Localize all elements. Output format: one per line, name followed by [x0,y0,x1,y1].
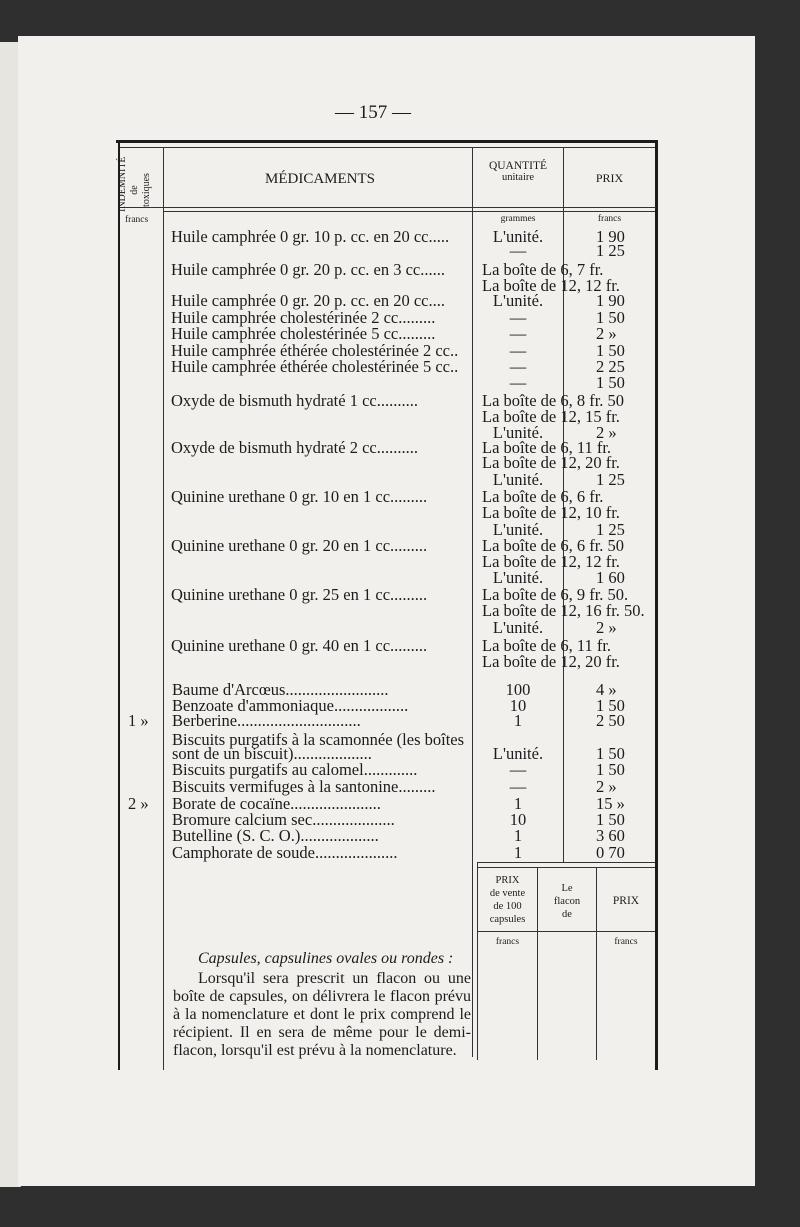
row-price: 1 90 [596,291,625,310]
row-name: Quinine urethane 0 gr. 20 en 1 cc......... [171,536,428,555]
row-name: Huile camphrée cholestérinée 2 cc......... [171,308,436,327]
row-name: Butelline (S. C. O.)................... [172,826,379,845]
row-name: Borate de cocaïne...................... [172,794,381,813]
row-price: 3 60 [596,826,625,845]
col-divider-indem [163,147,164,1070]
row-name: Huile camphrée cholestérinée 5 cc......... [171,324,436,343]
capsule-header-prix-vente: PRIX de vente de 100 capsules [489,875,526,925]
capsule-header-flacon: Le flacon de [553,883,581,920]
row-price: 4 » [596,680,617,699]
row-quantity: 10 [509,696,527,715]
row-name: Quinine urethane 0 gr. 40 en 1 cc......... [171,636,428,655]
row-quantity: La boîte de 6, 11 fr. [482,438,612,457]
unit-indemnite: francs [125,215,149,225]
capsules-heading: Capsules, capsulines ovales ou rondes : [198,950,454,967]
row-quantity: La boîte de 6, 6 fr. [482,487,604,506]
row-quantity: L'unité. [492,744,544,763]
row-price: 2 » [596,777,617,796]
row-price: 15 » [596,794,625,813]
header-prix: PRIX [595,171,624,185]
row-quantity: 1 [513,843,523,862]
row-quantity: L'unité. [492,520,544,539]
capsule-unit-francs-2: francs [614,937,638,947]
row-price: 1 50 [596,760,625,779]
header-indemnite: INDEMNITÉ de toxiques [117,156,152,212]
row-name: Biscuits purgatifs au calomel............. [172,760,418,779]
row-price: 1 50 [596,810,625,829]
row-price: 1 50 [596,373,625,392]
row-price: 2 » [596,618,617,637]
row-quantity: L'unité. [492,227,544,246]
row-quantity: La boîte de 6, 8 fr. 50 [482,391,625,410]
row-quantity: L'unité. [492,568,544,587]
row-quantity: — [509,308,527,327]
row-quantity: La boîte de 6, 6 fr. 50 [482,536,625,555]
row-price: 1 90 [596,227,625,246]
row-quantity: L'unité. [492,291,544,310]
row-quantity: La boîte de 6, 7 fr. [482,260,604,279]
row-quantity: L'unité. [492,618,544,637]
row-quantity: La boîte de 12, 12 fr. [482,276,620,295]
row-name: Berberine.............................. [172,711,361,730]
row-name: Quinine urethane 0 gr. 25 en 1 cc......... [171,585,428,604]
row-quantity: — [509,241,527,260]
unit-prix: francs [597,214,622,224]
row-name: Baume d'Arcœus......................... [172,680,389,699]
row-quantity: — [509,341,527,360]
capsules-paragraph: Lorsqu'il sera prescrit un flacon ou une boîte de capsules, on délivrera le flacon prévu à la nomenclature et dont le prix comprend le récipient. Il en sera de même pour le demi-flacon, lorsqu'il est prévu à la nomenclature. [173,970,471,1059]
row-name: Bromure calcium sec.................... [172,810,395,829]
row-price: 1 50 [596,308,625,327]
row-quantity: L'unité. [492,470,544,489]
row-price: 0 70 [596,843,625,862]
row-quantity: 1 [513,826,523,845]
capsule-header-prix: PRIX [612,895,640,907]
header-rule [120,207,656,208]
row-indemnite: 2 » [128,794,149,813]
header-quantite: QUANTITÉ unitaire [488,160,548,183]
row-quantity: La boîte de 12, 12 fr. [482,552,620,571]
row-quantity: 100 [505,680,531,699]
capsule-table-top-rule-2 [477,867,655,868]
row-quantity: — [509,324,527,343]
row-quantity: La boîte de 12, 20 fr. [482,652,620,671]
row-price: 1 25 [596,470,625,489]
row-quantity: — [509,373,527,392]
row-name: Benzoate d'ammoniaque.................. [172,696,409,715]
row-name: Biscuits purgatifs à la scamonnée (les boîtes [172,730,465,749]
row-name: Camphorate de soude.................... [172,843,398,862]
capsule-header-rule [478,931,655,932]
row-quantity: La boîte de 12, 10 fr. [482,503,620,522]
row-quantity: — [509,357,527,376]
header-medicaments: MÉDICAMENTS [265,171,376,187]
table-right-rule [655,140,658,1070]
table-left-rule [118,140,120,1070]
table-top-rule [116,140,658,143]
unit-quantite: grammes [500,214,536,224]
capsule-unit-francs-1: francs [495,937,520,947]
row-quantity: — [509,760,527,779]
row-price: 1 50 [596,341,625,360]
row-price: 1 25 [596,520,625,539]
col-divider-medic [472,147,473,1057]
row-name: Oxyde de bismuth hydraté 1 cc.......... [171,391,418,410]
header-rule-2 [163,211,655,212]
row-name: Quinine urethane 0 gr. 10 en 1 cc......... [171,487,428,506]
row-indemnite: 1 » [128,711,149,730]
row-quantity: La boîte de 12, 16 fr. 50. [482,601,645,620]
page-number: — 157 — [335,102,411,123]
row-price: 1 25 [596,241,625,260]
row-name: Huile camphrée éthérée cholestérinée 2 cc.. [171,341,459,360]
row-quantity: 1 [513,711,523,730]
row-quantity: La boîte de 12, 15 fr. [482,407,620,426]
capsule-table-top-rule [477,862,655,863]
row-name: sont de un biscuit)................... [172,744,372,763]
row-price: 1 50 [596,696,625,715]
row-price: 2 25 [596,357,625,376]
row-price: 2 » [596,324,617,343]
row-quantity: L'unité. [492,423,544,442]
row-price: 1 50 [596,744,625,763]
row-name: Oxyde de bismuth hydraté 2 cc.......... [171,438,418,457]
row-name: Huile camphrée 0 gr. 10 p. cc. en 20 cc..... [171,227,450,246]
row-price: 2 50 [596,711,625,730]
row-name: Biscuits vermifuges à la santonine......... [172,777,436,796]
table-top-inner-rule [120,147,656,148]
row-quantity: La boîte de 6, 11 fr. [482,636,612,655]
row-quantity: — [509,777,527,796]
row-quantity: 10 [509,810,527,829]
row-price: 2 » [596,423,617,442]
row-quantity: 1 [513,794,523,813]
row-name: Huile camphrée 0 gr. 20 p. cc. en 20 cc.... [171,291,445,310]
row-quantity: La boîte de 12, 20 fr. [482,453,620,472]
row-name: Huile camphrée éthérée cholestérinée 5 cc.. [171,357,459,376]
row-price: 1 60 [596,568,625,587]
row-name: Huile camphrée 0 gr. 20 p. cc. en 3 cc...... [171,260,445,279]
row-quantity: La boîte de 6, 9 fr. 50. [482,585,629,604]
